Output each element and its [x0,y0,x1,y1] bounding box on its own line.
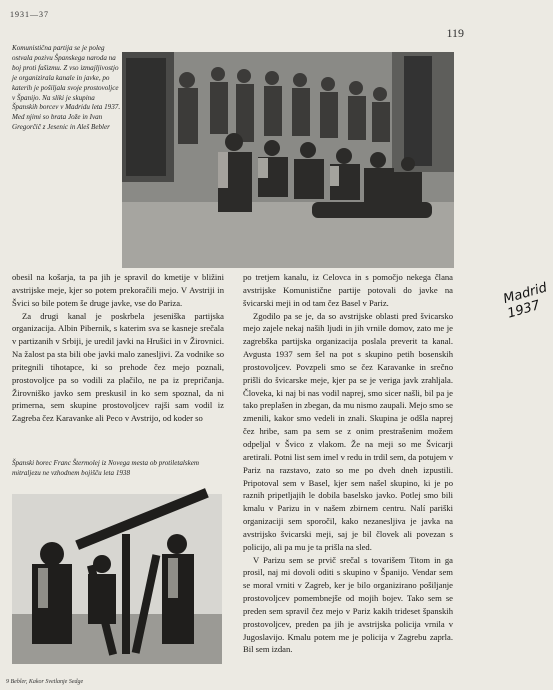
photo-caption-top: Komunistična partija se je poleg ostvala pozivu Španskega naroda na boj proti fašizmu. Z vso izmajljivostjo je organizirala kanale in javke, po katerih je pošiljala svoje prostovoljce v Španijo. Na sliki je skupina Španskih borcev v Madridu leta 1937. Med njimi so brata Jože in Ivan Gregorčič z Jesenic in Aleš Bebler [12,44,121,132]
running-head: 1931—37 [10,10,49,19]
paragraph: Zgodilo pa se je, da so avstrijske oblasti pred švicarsko mejo zajele nekaj naših ljudi in jih vrnile domov, zato me je zagrebška partijska organizacija poslala preverit ta kanal. Avgusta 1937 sem šel na pot s skupino petih bosenskih prostovoljcev. Povzpeli smo se čez Karavanke in srečno prišli do švicarske meje, kjer pa se je veriga javk zrahljala. Človeka, ki naj bi nas vodil naprej, smo sicer našli, bil pa je tako preplašen in zbegan, da mu nismo zaupali. Mejo smo se zmenili, kakor smo vedeli in znali. Skupina je odšla naprej čez hribe, sam pa sem se z onim prestrašenim možem odpeljal v Švico z vlakom. Že na meji so me Švicarji aretirali. Potni list sem imel v redu in trdil sem, da potujem v Pariz na razstavo, zato so me po dveh dneh izpustili. Pripotoval sem v Basel, kjer sem našel skupino, ki je po raznih pripetljajih le dobila baselsko javko. Potlej smo bili kmalu v Parizu in v našem zbirnem centru. Nalí pariški organizaciji sem sporočil, kako nezanesljiva je javka na avstrijsko švicarski meji, saj je bil človek ali povezan s policijo, ali pa mu je ta prišla na sled. [243,310,453,552]
paragraph: V Parizu sem se prvič srečal s tovarišem Titom in ga prosil, naj mi dovoli oditi s skupino v Španijo. Vendar sem se moral vrniti v Zagreb, ker je bilo organizirano pošiljanje prostovoljcev pomembnejše od mojih bojev. Tako sem se preden sem spravil čez mejo v Pariz kakih trideset španskih prostovoljcev, preden pa jih je avstrijska policija vrnila v Jugoslavijo. Kmalu potem me je policija v Zagrebu zaprla. Bil sem izdan. [243,554,453,655]
text-column-right [243,271,453,656]
photo-inscription: Madrid 1937 [501,280,549,322]
machine-gun-photo [12,494,222,664]
text-column-left [12,271,224,425]
footer-note: 9 Bebler, Kakor Svetlanje Sedge [6,679,84,685]
page-number: 119 [446,26,464,40]
paragraph: Za drugi kanal je poskrbela jeseniška partijska organizacija. Albin Pibernik, s katerim sva se kasneje srečala v partizanih v Srbiji, je uredil javki na Hrušici in v Žirovnici. Na žalost pa sta bili obe javki malo zanesljivi. Za vodnike so pritegnili tihotapce, ki so prehode čez mejo poznali, prostovoljce pa so vodili za plačilo, ne pa iz prepričanja. Žirovniško javko sem preskusil in ko sem spoznal, da ni primerna, sem skupine prostovoljcev rajši sam vodil iz Zagreba čez Karavanke ali Peco v Avstrijo, od koder so [12,310,224,424]
photo-caption-bottom: Španski borec Franc Štermolej iz Novega mesta ob protiletalskem mitraljezu ne vzhodnem bojišču leta 1938 [12,459,200,477]
paragraph: po tretjem kanalu, iz Celovca in s pomočjo nekega člana avstrijske Komunistične partije potovali do javke na švicarski meji in od tam čez Basel v Pariz. [243,272,453,308]
paragraph: obesil na košarja, ta pa jih je spravil do kmetije v bližini avstrijske meje, kjer so potem prekoračili mejo. V Avstriji in Švici so bile potem še druge javke, vse do Pariza. [12,272,224,308]
